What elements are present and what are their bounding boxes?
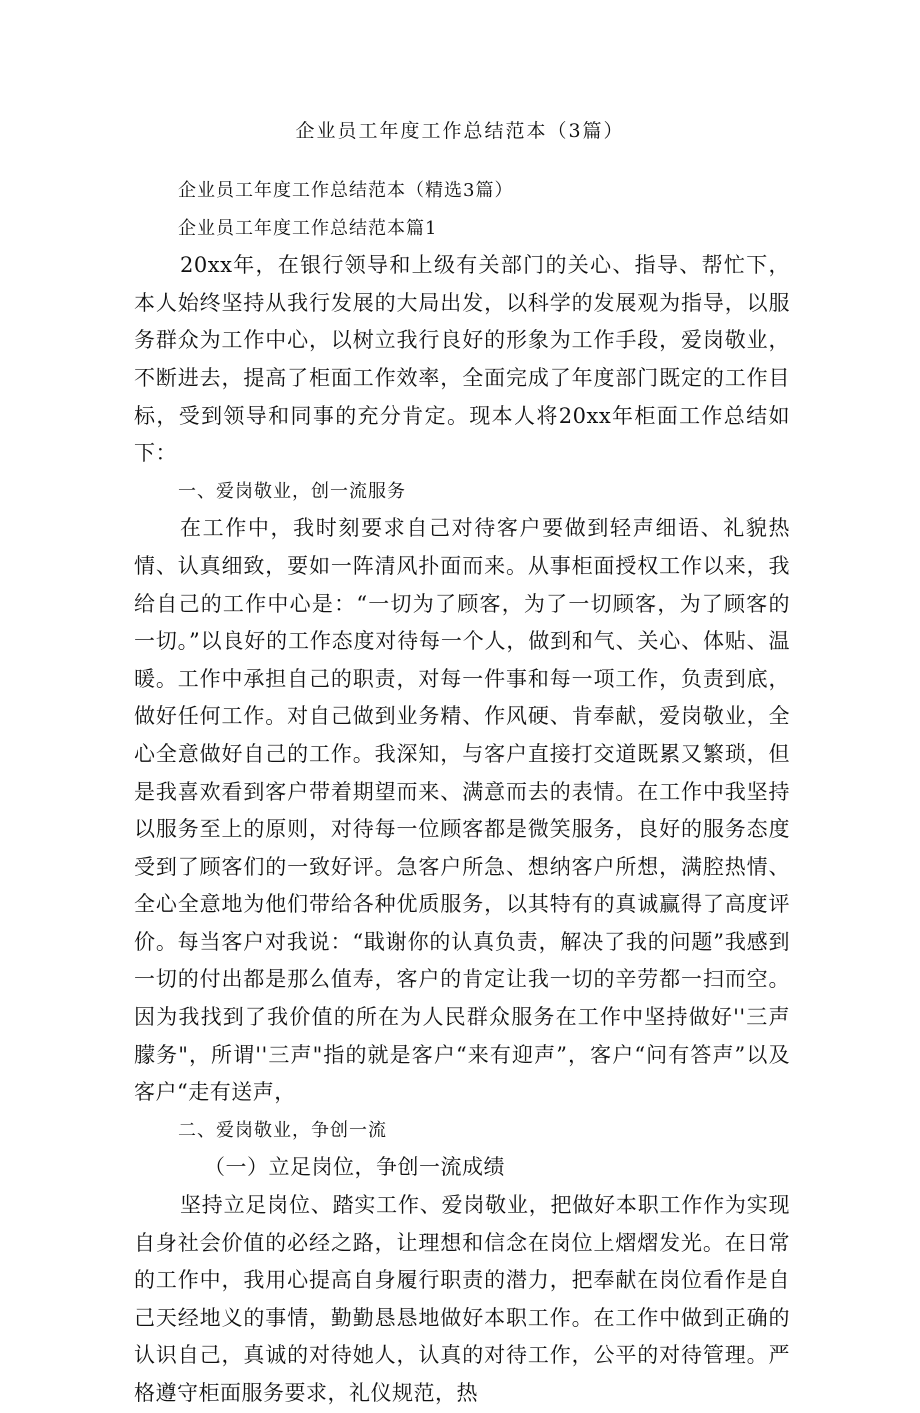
subsection-heading: （一）立足岗位，争创一流成绩 bbox=[204, 1155, 505, 1180]
article-heading: 企业员工年度工作总结范本篇1 bbox=[178, 217, 438, 239]
document-title: 企业员工年度工作总结范本（3篇） bbox=[295, 120, 625, 142]
subtitle: 企业员工年度工作总结范本（精选3篇） bbox=[178, 180, 514, 201]
paragraph: 坚持立足岗位、踏实工作、爱岗敬业，把做好本职工作作为实现自身社会价值的必经之路，让理想和信念在岗位上熠熠发光。在日常的工作中，我用心提高自身履行职责的潜力，把奉献在岗位看作是自己天经地义的事情，勤勤恳恳地做好本职工作。在工作中做到正确的认识自己，真诚的对待她人，认真的对待工作，公平的对待管理。严格遵守柜面服务要求，礼仪规范，热 bbox=[134, 1193, 790, 1405]
document-body bbox=[134, 172, 790, 1413]
paragraph: 20xx年，在银行领导和上级有关部门的关心、指导、帮忙下，本人始终坚持从我行发展的大局出发，以科学的发展观为指导，以服务群众为工作中心，以树立我行良好的形象为工作手段，爱岗敬业，不断进去，提高了柜面工作效率，全面完成了年度部门既定的工作目标，受到领导和同事的充分肯定。现本人将20xx年柜面工作总结如下： bbox=[134, 253, 790, 466]
section-heading: 二、爱岗敬业，争创一流 bbox=[178, 1119, 387, 1141]
paragraph: 在工作中，我时刻要求自己对待客户要做到轻声细语、礼貌热情、认真细致，要如一阵清风扑面而来。从事柜面授权工作以来，我给自己的工作中心是：“一切为了顾客，为了一切顾客，为了顾客的一切。”以良好的工作态度对待每一个人，做到和气、关心、体贴、温暖。工作中承担自己的职责，对每一件事和每一项工作，负责到底，做好任何工作。对自己做到业务精、作风硬、肯奉献，爱岗敬业，全心全意做好自己的工作。我深知，与客户直接打交道既累又繁琐，但是我喜欢看到客户带着期望而来、满意而去的表情。在工作中我坚持以服务至上的原则，对待每一位顾客都是微笑服务，良好的服务态度受到了顾客们的一致好评。急客户所急、想纳客户所想，满腔热情、全心全意地为他们带给各种优质服务，以其特有的真诚赢得了高度评价。每当客户对我说：“戢谢你的认真负责，解决了我的问题”我感到一切的付出都是那么值寿，客户的肯定让我一切的辛劳都一扫而空。因为我找到了我价值的所在为人民群众服务在工作中坚持做好''三声朦务"，所谓''三声"指的就是客户“来有迎声”，客户“问有答声”以及客户“走有送声， bbox=[134, 516, 790, 1105]
section-heading: 一、爱岗敬业，创一流服务 bbox=[178, 480, 406, 502]
